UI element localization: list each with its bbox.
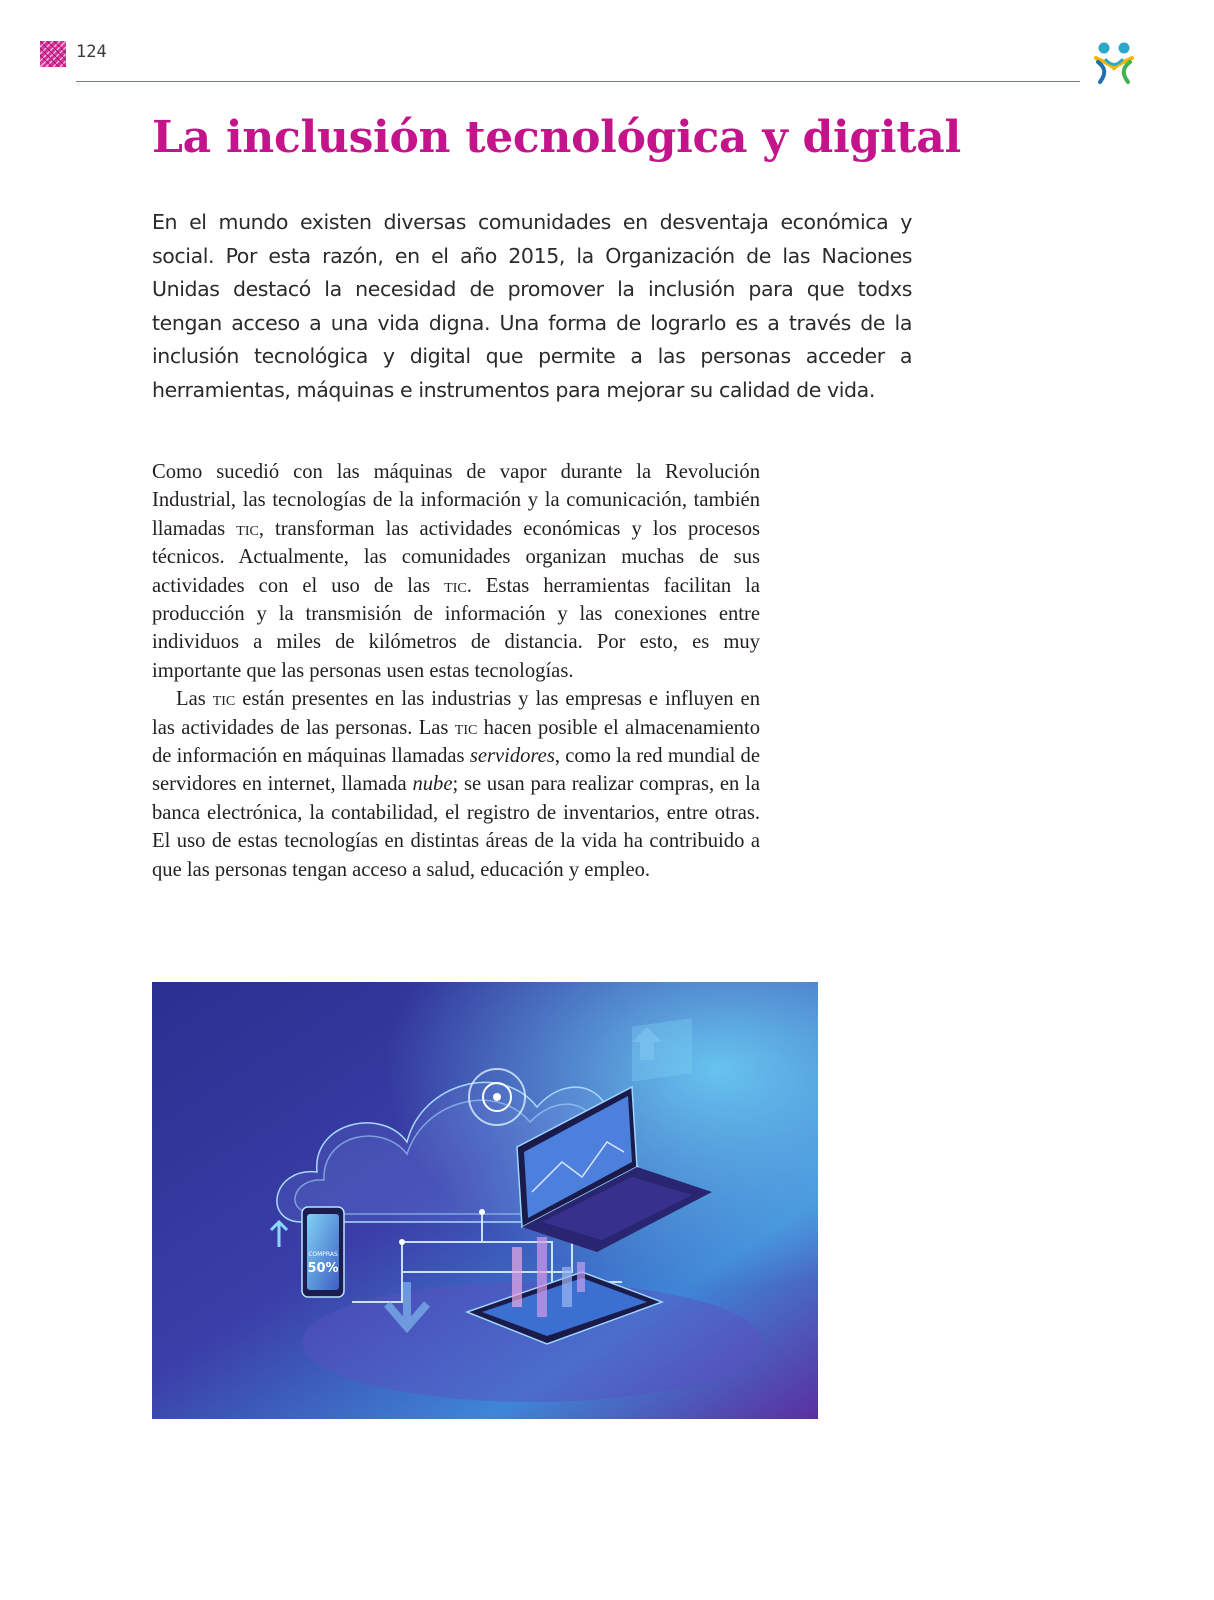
page-number: 124 [76, 42, 107, 62]
body-text [152, 458, 760, 884]
svg-text:COMPRAS: COMPRAS [308, 1251, 338, 1258]
intro-paragraph: En el mundo existen diversas comunidades en desventaja económica y social. Por esta razón, en el año 2015, la Organización de las Naciones Unidas destacó la necesidad de promover la inclusión para que todxs tengan acceso a una vida digna. Una forma de lograrlo es a través de la inclusión tecnológica y digital que permite a las personas acceder a herramientas, máquinas e instrumentos para mejorar su calidad de vida. [152, 210, 912, 402]
cloud-technology-illustration [152, 982, 818, 1419]
decorative-pattern-icon [40, 41, 66, 67]
body-paragraph: Las tic están presentes en las industrias y las empresas e influyen en las actividades de las personas. Las tic hacen posible el almacenamiento de información en máquinas llamadas servidores, como la red mundial de servidores en internet, llamada nube; se usan para realizar compras, en la banca electrónica, la contabilidad, el registro de inventarios, entre otras. El uso de estas tecnologías en distintas áreas de la vida ha contribuido a que las personas tengan acceso a salud, educación y empleo. [152, 688, 760, 881]
page-title: La inclusión tecnológica y digital [152, 112, 961, 163]
body-paragraph: Como sucedió con las máquinas de vapor durante la Revolución Industrial, las tecnologías de la información y la comunicación, también llamadas tic, transforman las actividades económicas y los procesos técnicos. Actualmente, las comunidades organizan muchas de sus actividades con el uso de las tic. Estas herramientas facilitan la producción y la transmisión de información y las conexiones entre individuos a miles de kilómetros de distancia. Por esto, es muy importante que las personas usen estas tecnologías. [152, 461, 761, 682]
interlocking-figures-logo-icon [1090, 38, 1138, 86]
header-rule [76, 81, 1080, 82]
svg-text:50%: 50% [307, 1261, 339, 1276]
smartphone-icon [302, 1207, 344, 1297]
page-header [0, 0, 1214, 90]
